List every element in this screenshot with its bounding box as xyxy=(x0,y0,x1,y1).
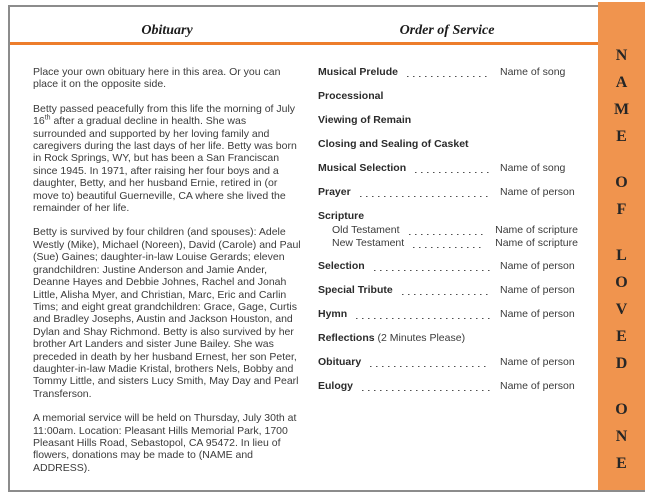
service-item-label: Processional xyxy=(318,90,384,102)
dotted-leader xyxy=(407,75,490,77)
obituary-heading: Obituary xyxy=(141,23,193,38)
banner-letter: O xyxy=(615,274,628,291)
service-row xyxy=(318,284,578,297)
banner-letter: A xyxy=(615,74,628,91)
obituary-column xyxy=(33,66,301,486)
obituary-paragraph xyxy=(33,103,301,215)
service-row xyxy=(318,380,578,393)
paragraph-text: Place your own obituary here in this area. Or you can place it on the opposite side. xyxy=(33,66,281,91)
service-row xyxy=(318,138,578,151)
dotted-leader xyxy=(362,389,490,391)
banner-letter: V xyxy=(615,301,628,318)
paragraph-text: after a gradual decline in health. She was surrounded and supported by her loving family and caregivers during the last days of her life. Betty was born in Rock Springs, WY, but has been a San Franciscan since 1945. In 1971, after raising her four boys and a daughter, Betty, and her husband Ernie, retired in (or move to) beautiful Guerneville, CA where she lived the remainder of her life. xyxy=(33,115,297,215)
dotted-leader xyxy=(409,233,486,235)
service-row xyxy=(318,90,578,103)
service-item-label: Closing and Sealing of Casket xyxy=(318,138,469,150)
superscript-text: th xyxy=(44,114,51,122)
service-item-label: Selection xyxy=(318,260,365,272)
dotted-leader xyxy=(360,195,490,197)
service-row xyxy=(318,210,578,223)
service-sub-row xyxy=(318,224,578,237)
service-item-value: Name of person xyxy=(500,284,575,296)
obituary-paragraph xyxy=(33,412,301,474)
service-item-label: Special Tribute xyxy=(318,284,393,296)
service-group xyxy=(318,210,578,250)
dotted-leader xyxy=(413,246,485,248)
banner-letter: E xyxy=(616,455,627,472)
service-row xyxy=(318,356,578,369)
service-item-label: Eulogy xyxy=(318,380,354,392)
service-item-label: New Testament xyxy=(332,237,405,249)
service-item-label: Scripture xyxy=(318,210,365,222)
service-item-value: Name of song xyxy=(500,66,566,78)
banner-letter: D xyxy=(615,355,628,372)
service-item-label: Obituary xyxy=(318,356,362,368)
service-row xyxy=(318,308,578,321)
name-of-loved-one-banner xyxy=(598,2,645,490)
dotted-leader xyxy=(356,317,490,319)
paragraph-text: Betty passed peacefully from this life the morning of July 16 xyxy=(33,102,296,128)
service-item-value: Name of person xyxy=(500,260,575,272)
service-item-label: Prayer xyxy=(318,186,351,198)
obituary-paragraph xyxy=(33,66,301,91)
service-item-label: Old Testament xyxy=(332,224,400,236)
banner-letter: E xyxy=(616,328,627,345)
obituary-paragraph xyxy=(33,226,301,400)
banner-letter: F xyxy=(616,201,627,218)
service-item-value: Name of person xyxy=(500,308,575,320)
service-item-label: Hymn xyxy=(318,308,348,320)
banner-letter: N xyxy=(615,47,628,64)
dotted-leader xyxy=(402,293,490,295)
dotted-leader xyxy=(374,269,490,271)
header-divider-rule xyxy=(10,42,598,45)
dotted-leader xyxy=(415,171,490,173)
service-row xyxy=(318,186,578,199)
service-item-value: Name of person xyxy=(500,380,575,392)
service-item-value: Name of scripture xyxy=(495,224,578,236)
banner-letter: N xyxy=(615,428,628,445)
banner-letter: O xyxy=(615,401,628,418)
service-sub-row xyxy=(318,237,578,250)
service-item-label: Viewing of Remain xyxy=(318,114,412,126)
order-of-service-heading: Order of Service xyxy=(399,23,495,38)
service-row xyxy=(318,260,578,273)
paragraph-text: A memorial service will be held on Thursday, July 30th at 11:00am. Location: Pleasant Hills Memorial Park, 1700 Pleasant Hills Road, Sebastopol, CA 95472. In lieu of flowers, donations may be made to (NAME and ADDRESS). xyxy=(33,412,297,474)
service-row xyxy=(318,114,578,127)
service-row xyxy=(318,66,578,79)
banner-letter: E xyxy=(616,128,627,145)
service-item-value: Name of song xyxy=(500,162,566,174)
service-item-label: Musical Prelude xyxy=(318,66,398,78)
service-item-label: Musical Selection xyxy=(318,162,407,174)
service-item-value: Name of person xyxy=(500,356,575,368)
service-item-value: Name of person xyxy=(500,186,575,198)
service-item-label: Reflections xyxy=(318,332,375,344)
paragraph-text: Betty is survived by four children (and spouses): Adele Westly (Mike), Michael (Noreen), David (Carole) and Paul (Sue) Gaines; daughter-in-law Louise Gerards; eleven grandchildren: Justine Anderson and Jamie Ander, Deanne Hayes and Debbie Johnes, Rachel and Jonah Little, Alisha Myer, and Christian, Marc, Eric and Carlin Tims; and eight great grandchildren: Grace, Gage, Curtis and Bradley Josephs, Austin and Jackson Houston, and Dylan and Shay Richmond. Betty is also survived by her brother Art Landers and sister June Bailey. She was preceded in death by her husband Ernest, her son Peter, daughter-in-law Madie Kristal, brothers Nels, Bobby and Tommy Little, and sisters Lucy Smith, May Day and Pearl Transferson. xyxy=(33,226,301,400)
dotted-leader xyxy=(370,365,490,367)
order-of-service-column xyxy=(318,66,578,404)
service-item-note: (2 Minutes Please) xyxy=(374,332,466,344)
banner-letter: M xyxy=(613,101,630,118)
banner-letter: O xyxy=(615,174,628,191)
service-item-value: Name of scripture xyxy=(495,237,578,249)
service-row xyxy=(318,162,578,175)
banner-letter: L xyxy=(616,247,627,264)
service-row xyxy=(318,332,578,345)
